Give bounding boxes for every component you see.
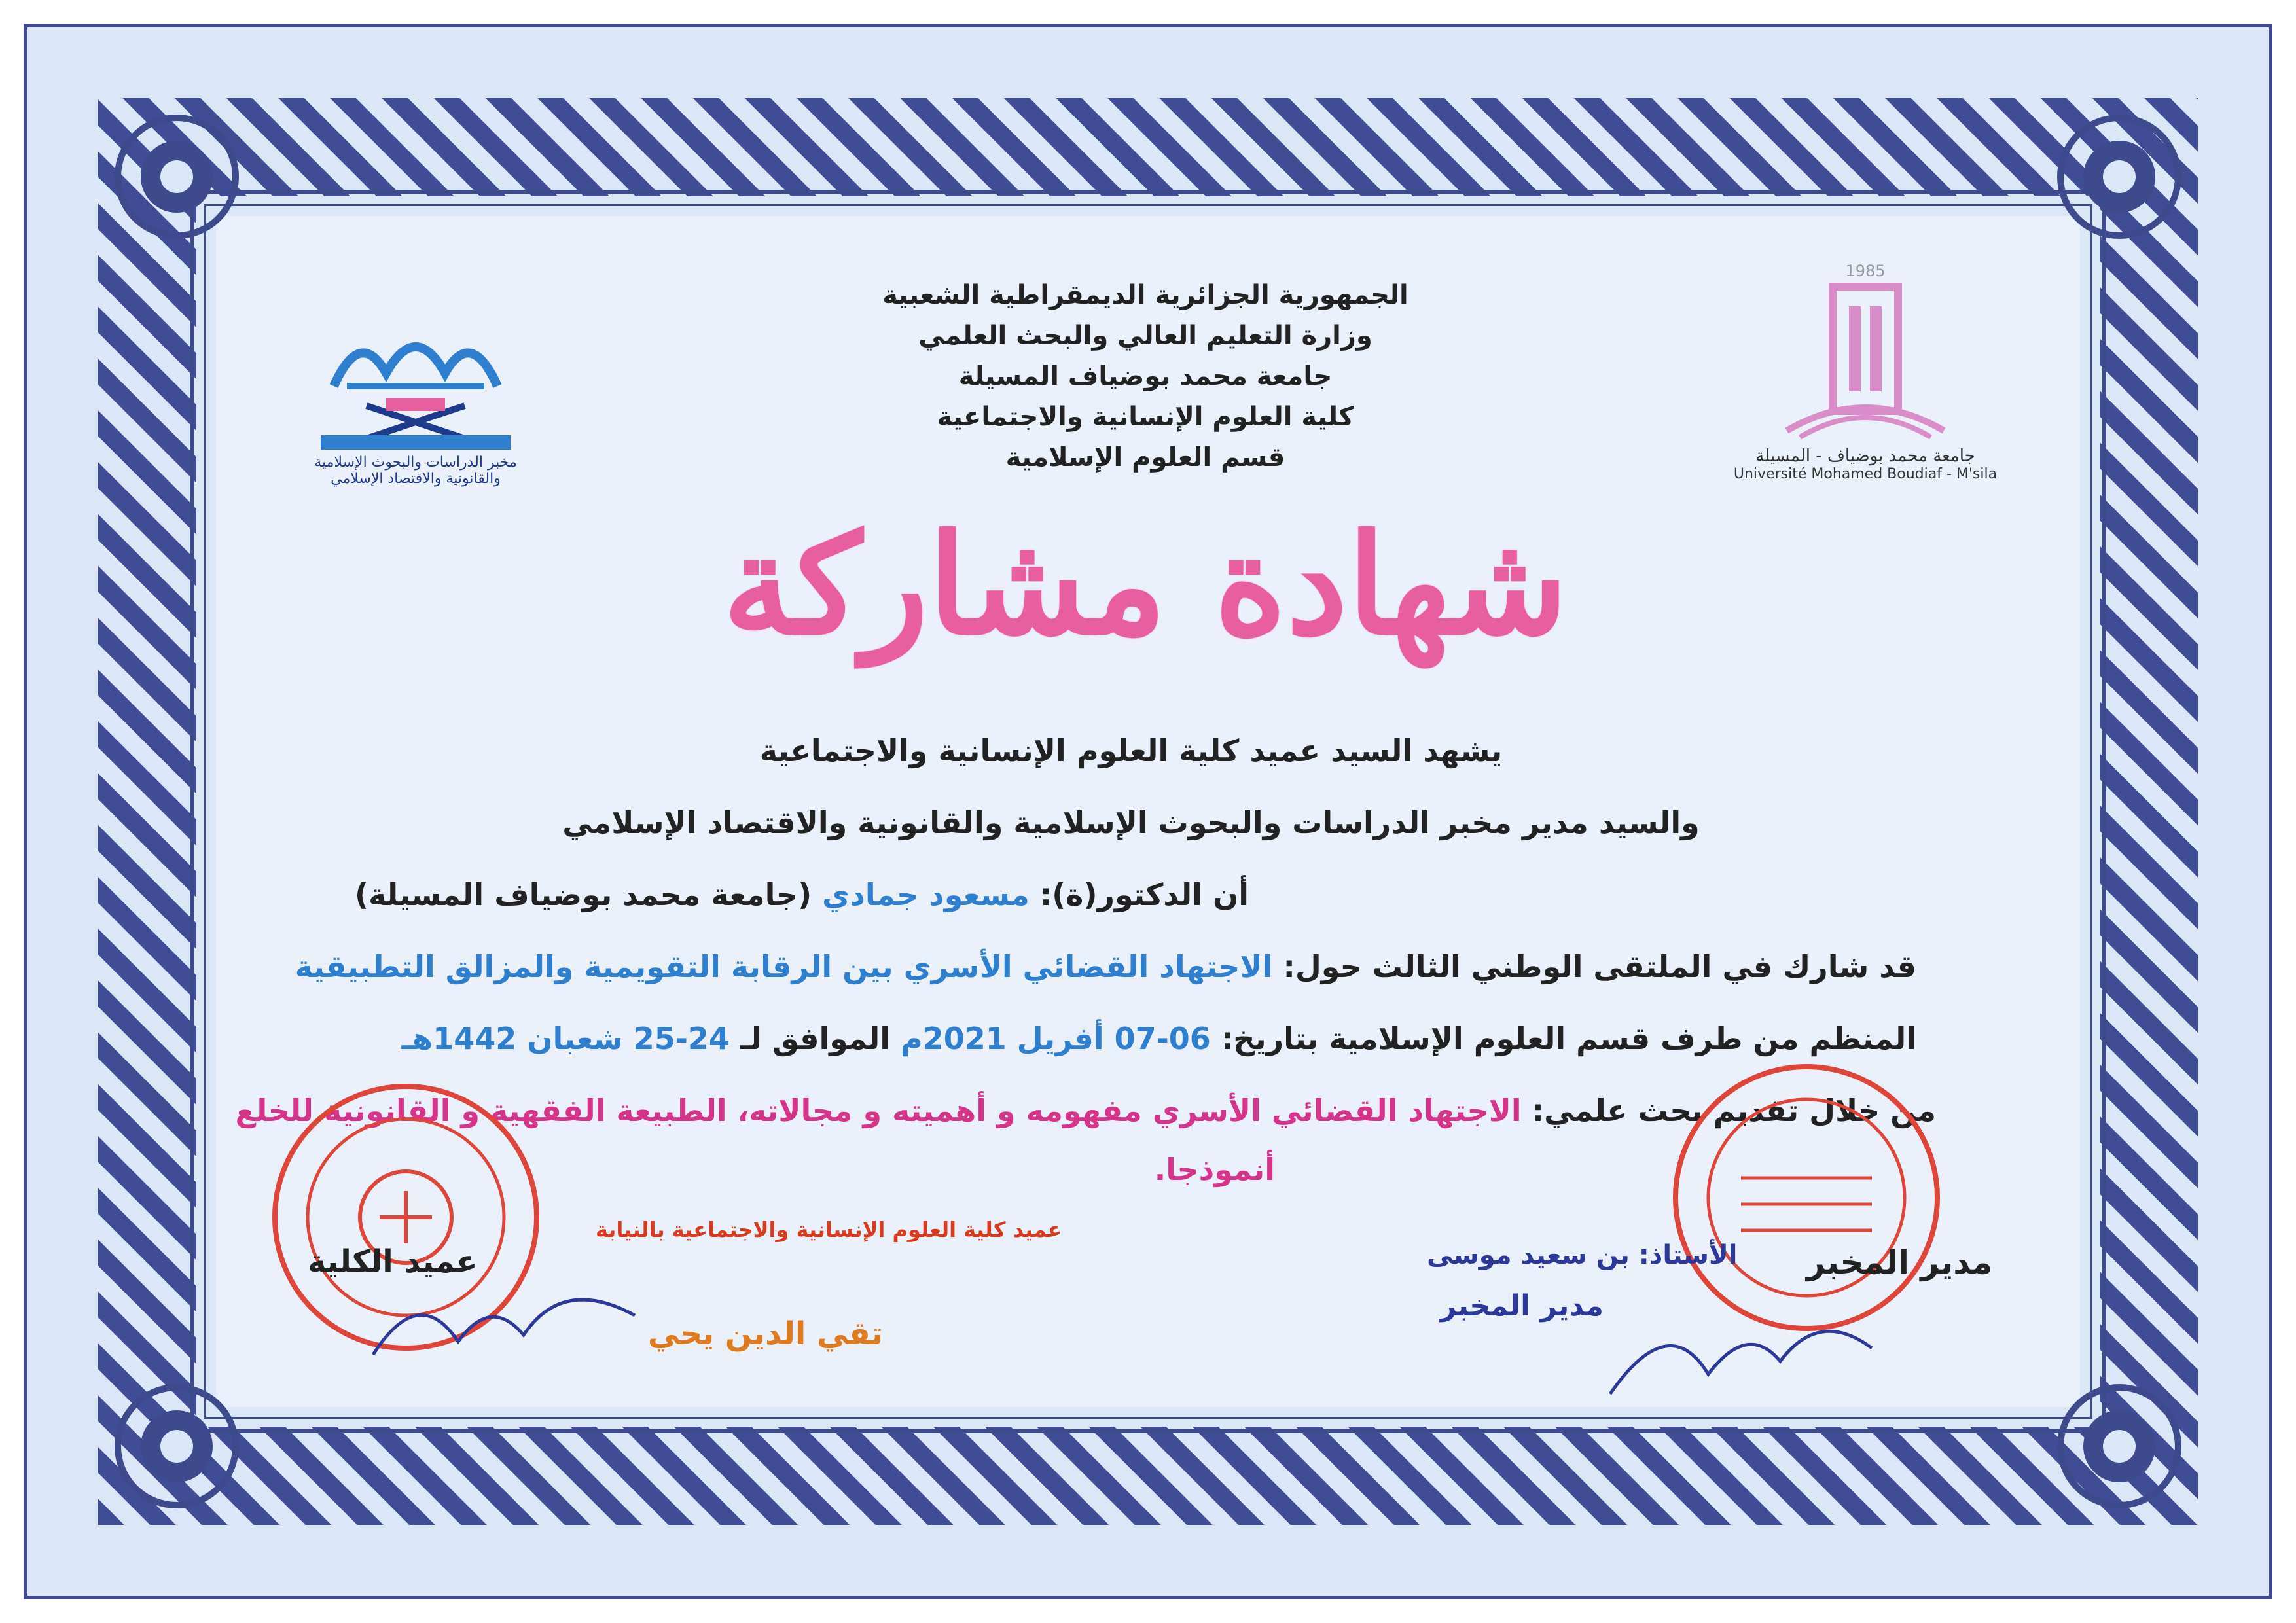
conference-label: قد شارك في الملتقى الوطني الثالث حول: xyxy=(1283,949,1916,984)
organizer-label: المنظم من طرف قسم العلوم الإسلامية بتاريخ: xyxy=(1221,1021,1916,1056)
body-line-1: يشهد السيد عميد كلية العلوم الإنسانية والاجتماعية xyxy=(759,733,1503,768)
lab-emblem-icon xyxy=(308,308,524,452)
doctor-label: أن الدكتور(ة): xyxy=(1039,877,1249,912)
paper-title: الاجتهاد القضائي الأسري مفهومه و أهميته و مجالاته، الطبيعة الفقهية و القانونية للخلع xyxy=(235,1093,1522,1128)
header-university: جامعة محمد بوضياف المسيلة xyxy=(958,361,1333,391)
header-faculty: كلية العلوم الإنسانية والاجتماعية xyxy=(937,402,1354,432)
dean-signature xyxy=(367,1257,641,1374)
lab-director-title: مدير المخبر xyxy=(1806,1243,1993,1281)
dean-title: عميد الكلية xyxy=(308,1243,478,1280)
conference-topic: الاجتهاد القضائي الأسري بين الرقابة التقويمية والمزالق التطبيقية xyxy=(295,949,1273,984)
hijri-date: 24-25 شعبان 1442هـ xyxy=(401,1021,730,1056)
lab-logo-caption-1: مخبر الدراسات والبحوث الإسلامية xyxy=(314,454,517,471)
lab-logo xyxy=(308,308,524,497)
university-logo xyxy=(1728,262,2003,497)
equivalent-label: الموافق لـ xyxy=(740,1021,891,1056)
header-department: قسم العلوم الإسلامية xyxy=(1005,442,1285,473)
university-name-ar: جامعة محمد بوضياف - المسيلة xyxy=(1755,446,1975,466)
corner-ornament-icon xyxy=(2047,105,2191,249)
body-line-5 xyxy=(402,1021,1916,1056)
header-country: الجمهورية الجزائرية الديمقراطية الشعبية xyxy=(882,280,1408,310)
university-name-fr: Université Mohamed Boudiaf - M'sila xyxy=(1733,466,1998,482)
body-line-7: أنموذجا. xyxy=(1154,1152,1275,1187)
lab-director-signature xyxy=(1604,1296,1878,1414)
body-line-3 xyxy=(355,877,1249,912)
dean-acting-title: عميد كلية العلوم الإنسانية والاجتماعية بالنيابة xyxy=(596,1217,1062,1242)
paper-label: من خلال تقديم بحث علمي: xyxy=(1532,1093,1936,1128)
university-emblem-icon xyxy=(1728,280,2003,444)
corner-ornament-icon xyxy=(105,1374,249,1518)
body-line-2: والسيد مدير مخبر الدراسات والبحوث الإسلامية والقانونية والاقتصاد الإسلامي xyxy=(562,805,1700,840)
conference-date: 06-07 أفريل 2021م xyxy=(901,1021,1211,1056)
body-line-4 xyxy=(295,949,1916,984)
dean-name: تقي الدين يحي xyxy=(648,1315,884,1352)
corner-ornament-icon xyxy=(2047,1374,2191,1518)
certificate-title: شهادة مشاركة xyxy=(723,504,1568,666)
participant-name: مسعود جمادي xyxy=(822,877,1030,912)
lab-director-stamp-text: مدير المخبر xyxy=(1440,1289,1604,1323)
participant-affiliation: (جامعة محمد بوضياف المسيلة) xyxy=(355,877,812,912)
corner-ornament-icon xyxy=(105,105,249,249)
lab-director-name: الأستاذ: بن سعيد موسى xyxy=(1427,1240,1738,1270)
header-block xyxy=(720,275,1571,478)
university-year: 1985 xyxy=(1845,262,1886,280)
header-ministry: وزارة التعليم العالي والبحث العلمي xyxy=(918,321,1372,351)
lab-logo-caption-2: والقانونية والاقتصاد الإسلامي xyxy=(331,471,501,487)
